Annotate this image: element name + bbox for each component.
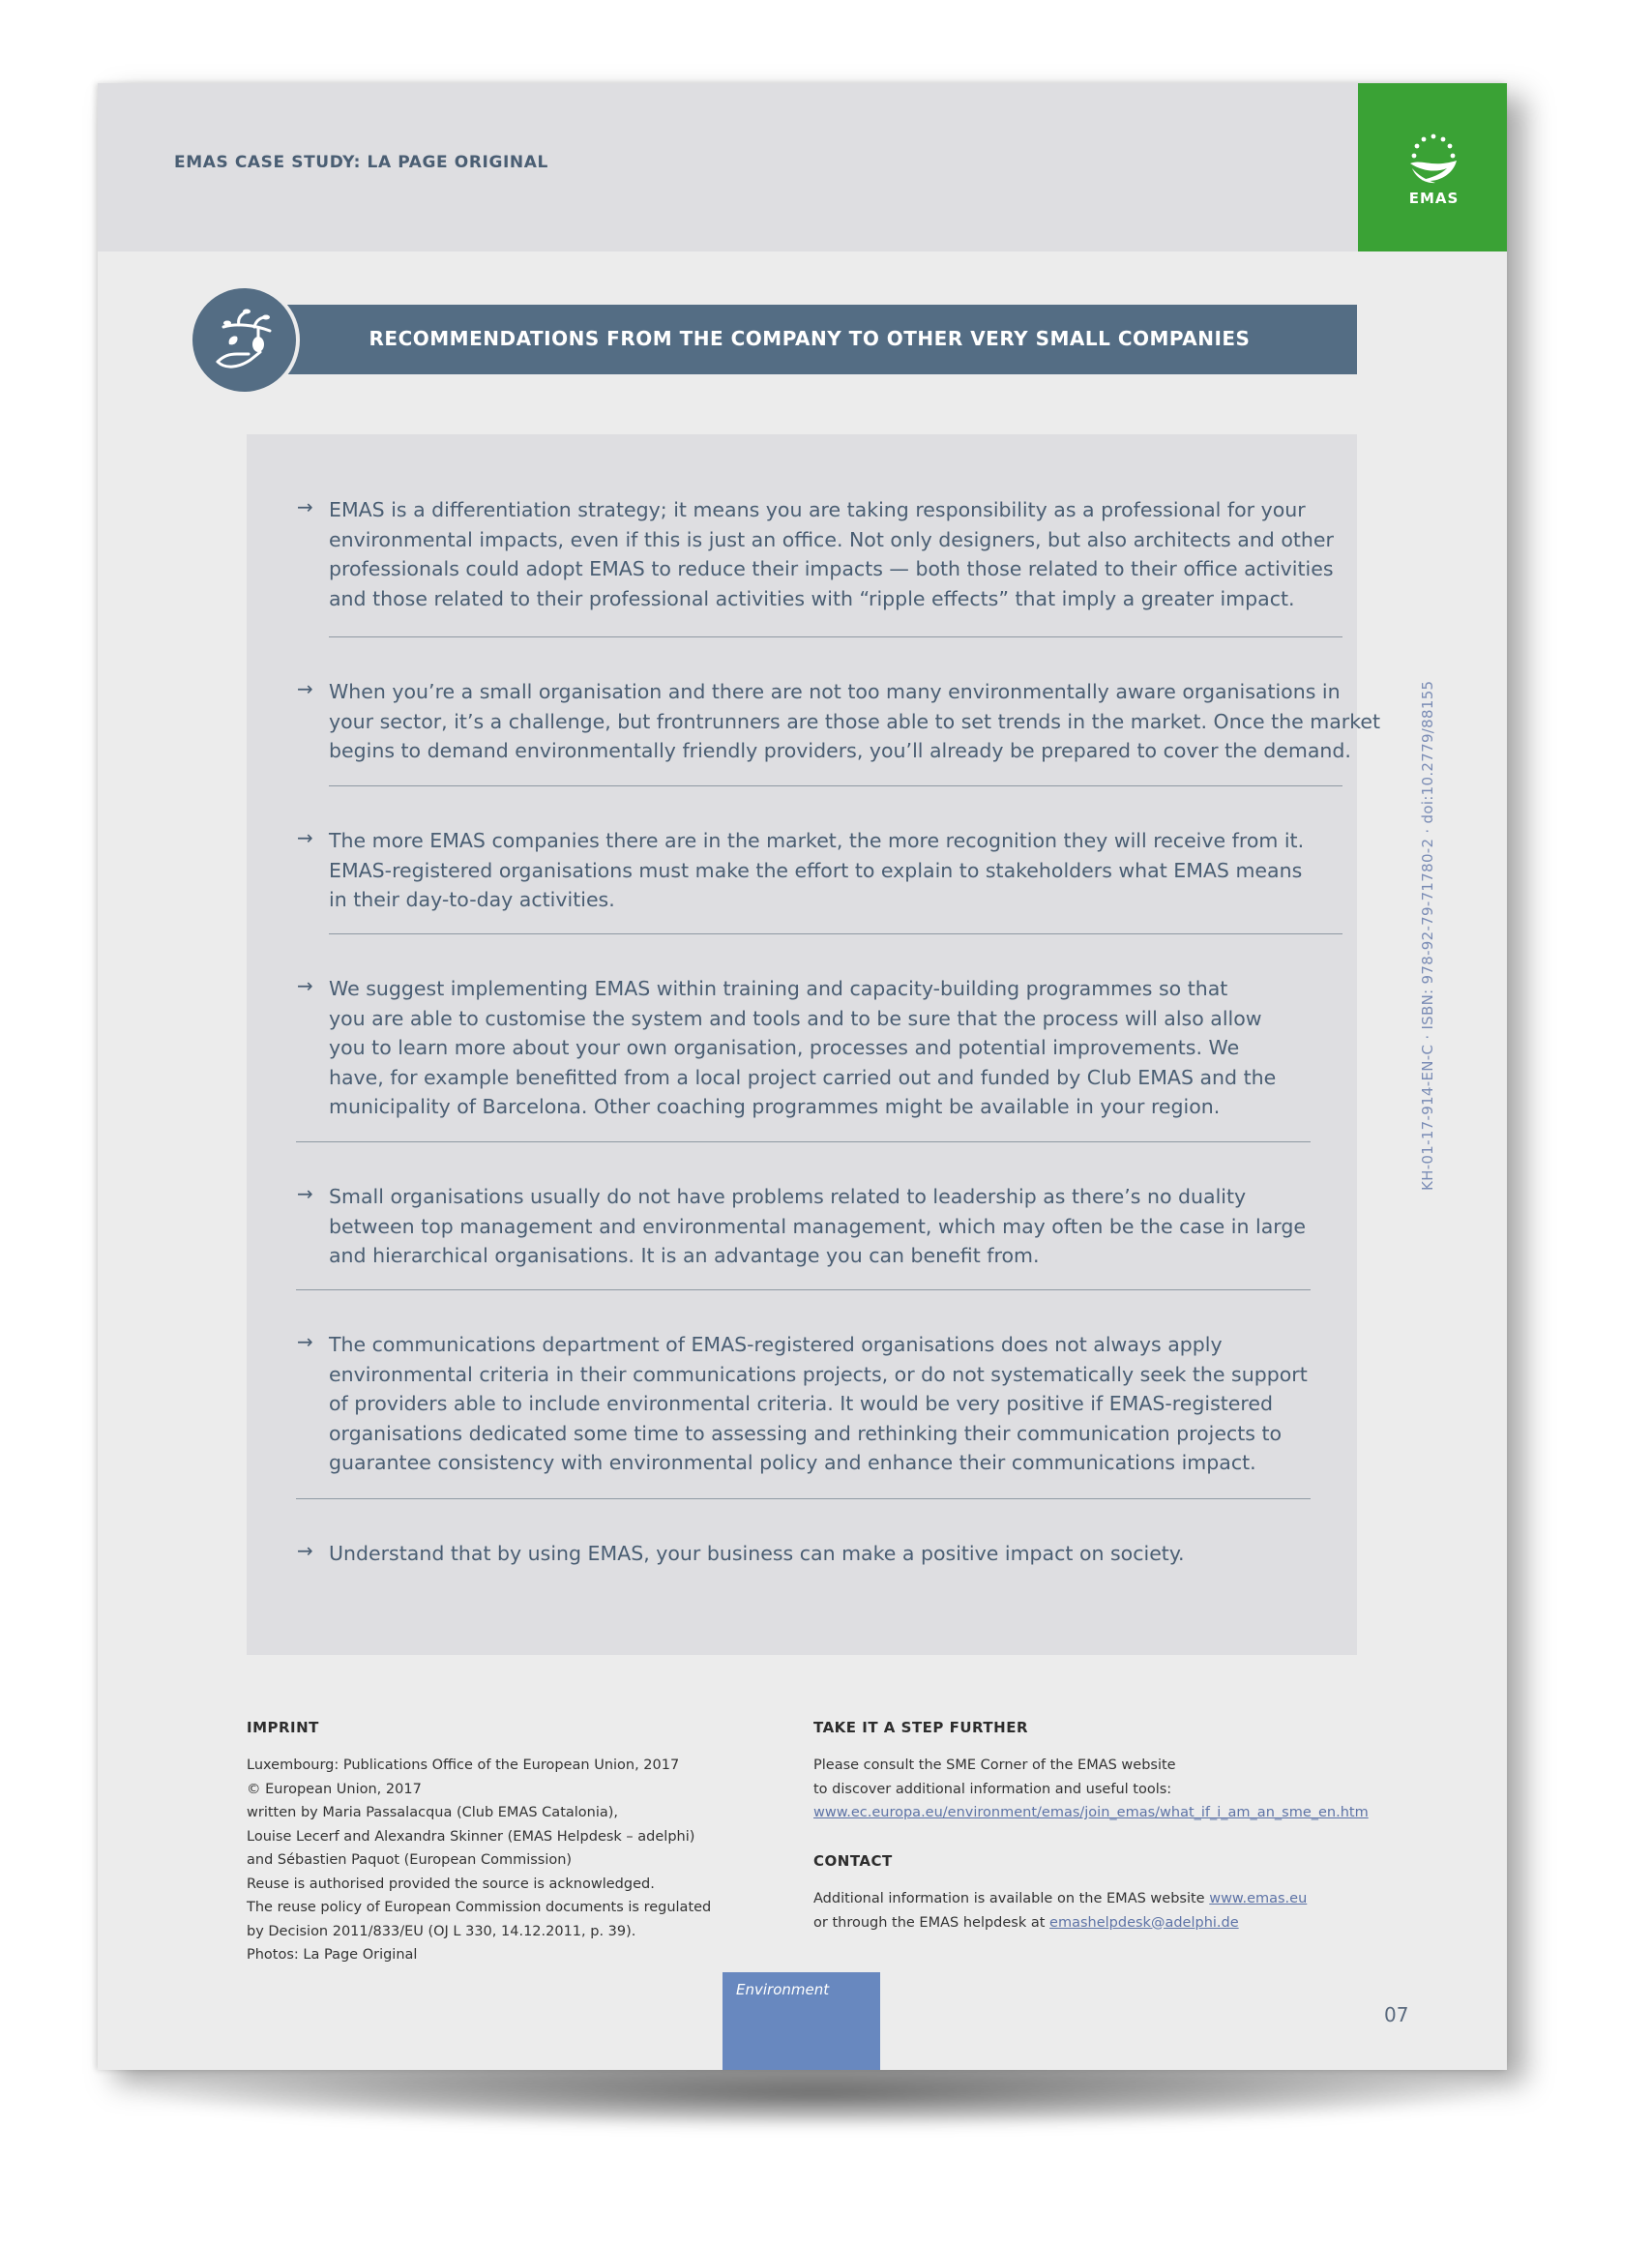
imprint-line: Louise Lecerf and Alexandra Skinner (EMAS Helpdesk – adelphi) [247, 1828, 695, 1845]
contact-section [813, 1852, 1307, 1935]
step-further-line-1: Please consult the SME Corner of the EMAS website [813, 1758, 1176, 1773]
recommendation-text [329, 677, 1380, 766]
sme-corner-link[interactable]: www.ec.europa.eu/environment/emas/join_emas/what_if_i_am_an_sme_en.htm [813, 1805, 1369, 1820]
recommendation-line: EMAS is a differentiation strategy; it means you are taking responsibility as a professional for your [329, 498, 1306, 521]
step-further-line-2: to discover additional information and useful tools: [813, 1781, 1172, 1797]
contact-line-2: or through the EMAS helpdesk at emashelpdesk@adelphi.de [813, 1914, 1239, 1931]
imprint-line: © European Union, 2017 [247, 1781, 422, 1797]
recommendation-line: We suggest implementing EMAS within training and capacity-building programmes so that [329, 977, 1228, 1000]
imprint-section [247, 1719, 711, 1967]
recommendation-line: professionals could adopt EMAS to reduce their impacts — both those related to their office activities [329, 557, 1334, 580]
recommendation-line: have, for example benefitted from a local project carried out and funded by Club EMAS and the [329, 1065, 1277, 1089]
emas-website-link[interactable]: www.emas.eu [1209, 1891, 1308, 1906]
recommendation-line: environmental criteria in their communications projects, or do not systematically seek the support [329, 1362, 1308, 1386]
recommendation-line: your sector, it’s a challenge, but frontrunners are those able to set trends in the market. Once the market [329, 709, 1381, 733]
section-badge [192, 288, 296, 392]
arrow-right-icon: → [297, 1539, 313, 1562]
recommendations-box [247, 434, 1381, 1655]
imprint-line: The reuse policy of European Commission documents is regulated [247, 1900, 712, 1915]
recommendation-text [329, 1330, 1308, 1478]
divider [329, 636, 1342, 637]
recommendation-line: you are able to customise the system and tools and to be sure that the process will also allow [329, 1006, 1262, 1030]
recommendation-line: and hierarchical organisations. It is an advantage you can benefit from. [329, 1244, 1040, 1267]
helpdesk-email-link[interactable]: emashelpdesk@adelphi.de [1049, 1914, 1239, 1931]
recommendation-text [329, 495, 1334, 613]
recommendation-line: in their day-to-day activities. [329, 888, 615, 911]
recommendation-text [329, 1182, 1306, 1271]
recommendation-line: The communications department of EMAS-registered organisations does not always apply [329, 1333, 1223, 1356]
step-further-section [813, 1719, 1369, 1825]
contact-line-1: Additional information is available on the EMAS website www.emas.eu [813, 1891, 1308, 1906]
imprint-line: Photos: La Page Original [247, 1947, 418, 1963]
divider [329, 785, 1342, 786]
section-title: RECOMMENDATIONS FROM THE COMPANY TO OTHER VERY SMALL COMPANIES [369, 327, 1251, 350]
recommendation-text [329, 826, 1304, 915]
emas-logo-text: EMAS [1408, 190, 1460, 207]
imprint-line: by Decision 2011/833/EU (OJ L 330, 14.12.2011, p. 39). [247, 1923, 636, 1939]
recommendation-line: of providers able to include environmental criteria. It would be very positive if EMAS-registered [329, 1392, 1274, 1415]
environment-label: Environment [736, 1981, 830, 1998]
divider [296, 1498, 1311, 1499]
contact-heading: CONTACT [813, 1852, 893, 1870]
recommendation-line: Small organisations usually do not have problems related to leadership as there’s no duality [329, 1185, 1247, 1208]
recommendation-line: you to learn more about your own organisation, processes and potential improvements. We [329, 1036, 1240, 1059]
imprint-heading: IMPRINT [247, 1719, 319, 1736]
recommendation-line: begins to demand environmentally friendly providers, you’ll already be prepared to cover the demand. [329, 739, 1351, 762]
imprint-line: Reuse is authorised provided the source is acknowledged. [247, 1876, 655, 1892]
arrow-right-icon: → [297, 1182, 313, 1205]
recommendation-line: EMAS-registered organisations must make the effort to explain to stakeholders what EMAS means [329, 858, 1303, 882]
header-band [98, 83, 1507, 251]
emas-leaf-icon [1402, 132, 1464, 190]
imprint-line: and Sébastien Paquot (European Commission) [247, 1852, 573, 1868]
emas-logo [1358, 83, 1507, 251]
recommendation-text [329, 1539, 1185, 1569]
document-page [98, 83, 1507, 2070]
recommendation-line: organisations dedicated some time to assessing and rethinking their communication projects to [329, 1421, 1283, 1445]
divider [329, 933, 1342, 934]
arrow-right-icon: → [297, 495, 313, 518]
recommendation-line: and those related to their professional activities with “ripple effects” that imply a greater impact. [329, 586, 1295, 610]
recommendation-line: between top management and environmental management, which may often be the case in large [329, 1214, 1306, 1238]
arrow-right-icon: → [297, 677, 313, 700]
imprint-line: Luxembourg: Publications Office of the European Union, 2017 [247, 1758, 680, 1773]
section-heading-bar [262, 305, 1357, 374]
imprint-line: written by Maria Passalacqua (Club EMAS Catalonia), [247, 1805, 619, 1820]
seedling-hand-icon [210, 306, 280, 375]
environment-tab [723, 1972, 880, 2070]
recommendation-line: The more EMAS companies there are in the market, the more recognition they will receive from it. [329, 829, 1305, 852]
recommendation-text [329, 974, 1276, 1122]
recommendation-line: When you’re a small organisation and there are not too many environmentally aware organisations in [329, 680, 1341, 703]
page-shadow [145, 2060, 1490, 2128]
arrow-right-icon: → [297, 1330, 313, 1353]
recommendation-line: guarantee consistency with environmental policy and enhance their communications impact. [329, 1451, 1256, 1474]
arrow-right-icon: → [297, 974, 313, 997]
page-number: 07 [1384, 2003, 1409, 2026]
recommendation-line: municipality of Barcelona. Other coaching programmes might be available in your region. [329, 1095, 1221, 1118]
page-header-title: EMAS CASE STUDY: LA PAGE ORIGINAL [174, 153, 548, 172]
divider [296, 1289, 1311, 1290]
step-further-heading: TAKE IT A STEP FURTHER [813, 1719, 1029, 1736]
recommendation-line: environmental impacts, even if this is just an office. Not only designers, but also architects and other [329, 527, 1334, 551]
arrow-right-icon: → [297, 826, 313, 849]
divider [296, 1141, 1311, 1142]
publication-code: KH-01-17-914-EN-C · ISBN: 978-92-79-71780-2 · doi:10.2779/88155 [1419, 680, 1436, 1191]
recommendation-line: Understand that by using EMAS, your business can make a positive impact on society. [329, 1542, 1185, 1565]
imprint-lines [247, 1754, 711, 1967]
